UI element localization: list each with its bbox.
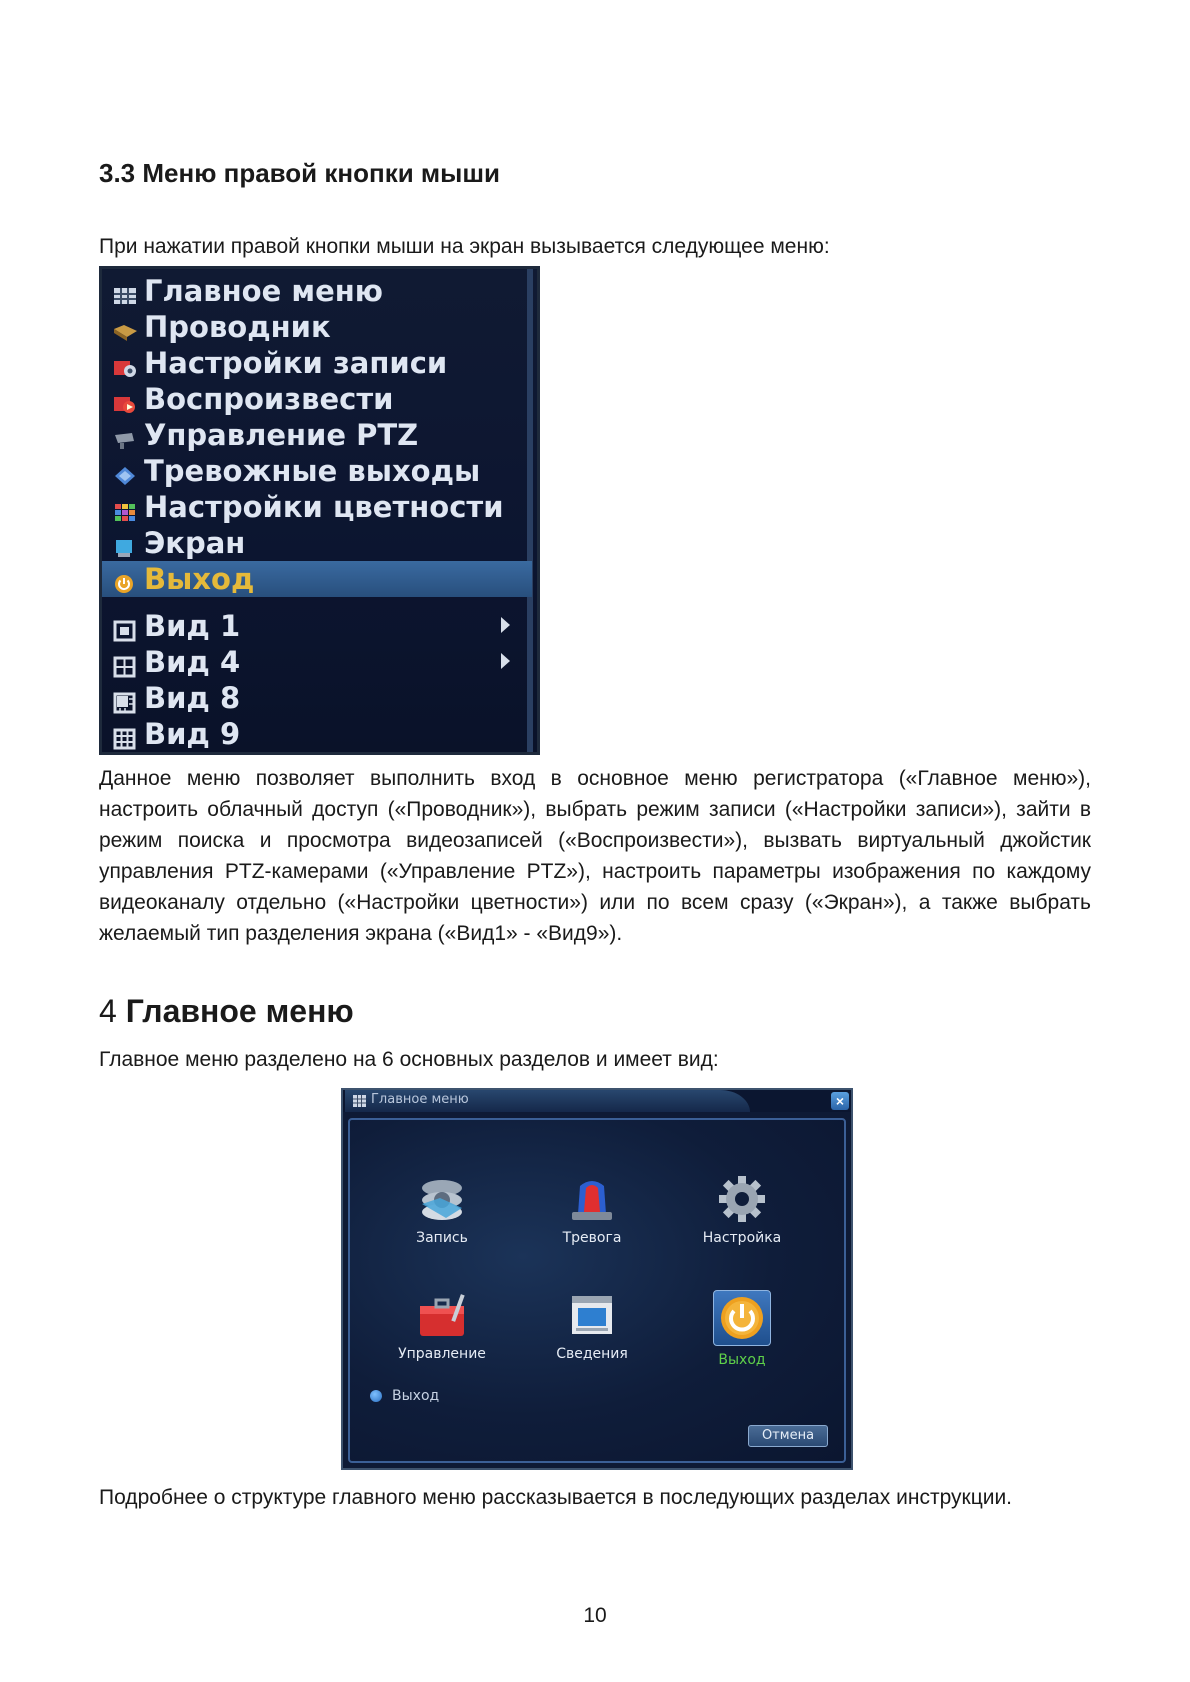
folder-icon — [112, 316, 138, 338]
ctx-item-label: Тревожные выходы — [144, 454, 481, 488]
status-hint — [370, 1388, 439, 1404]
ctx-item-label: Управление PTZ — [144, 418, 419, 452]
ctx-item-alarm-outputs[interactable] — [102, 453, 532, 489]
ctx-item-label: Настройки цветности — [144, 490, 504, 524]
ctx-item-exit[interactable] — [102, 561, 532, 597]
menu-item-alarm[interactable] — [527, 1174, 657, 1246]
status-hint-text: Выход — [392, 1388, 440, 1404]
view-9-icon — [112, 723, 138, 745]
ctx-item-label: Выход — [144, 562, 255, 596]
main-menu-screenshot — [341, 1088, 853, 1470]
grid-menu-icon — [112, 280, 138, 302]
ctx-item-view-8[interactable] — [102, 680, 532, 716]
menu-item-label: Выход — [718, 1352, 766, 1368]
submenu-arrow-icon — [501, 653, 510, 669]
info-dot-icon — [370, 1390, 382, 1402]
chapter-number: 4 — [99, 993, 117, 1029]
ctx-item-view-4[interactable] — [102, 644, 532, 680]
ctx-item-screen[interactable] — [102, 525, 532, 561]
ctx-item-label: Вид 9 — [144, 717, 241, 751]
record-reel-icon — [416, 1174, 468, 1224]
chapter-title-text: Главное меню — [125, 993, 354, 1029]
chapter-title — [99, 993, 354, 1030]
window-title: Главное меню — [371, 1092, 469, 1107]
grid-menu-icon — [353, 1095, 366, 1107]
submenu-arrow-icon — [501, 617, 510, 633]
menu-item-label: Управление — [398, 1346, 486, 1362]
playback-icon — [112, 388, 138, 410]
ctx-item-label: Главное меню — [144, 274, 383, 308]
chapter-intro: Главное меню разделено на 6 основных разделов и имеет вид: — [99, 1048, 719, 1071]
page-number: 10 — [583, 1604, 607, 1627]
view-4-icon — [112, 651, 138, 673]
menu-item-label: Сведения — [556, 1346, 628, 1362]
section-title: 3.3 Меню правой кнопки мыши — [99, 158, 501, 188]
cancel-button[interactable]: Отмена — [748, 1425, 828, 1447]
menu-item-label: Настройка — [702, 1230, 782, 1246]
menu-item-label: Запись — [416, 1230, 468, 1246]
menu-item-settings[interactable] — [677, 1174, 807, 1246]
ctx-item-ptz[interactable] — [102, 417, 532, 453]
context-menu-screenshot — [99, 266, 540, 755]
section-intro: При нажатии правой кнопки мыши на экран вызывается следующее меню: — [99, 235, 830, 258]
info-window-icon — [566, 1290, 618, 1340]
main-menu-panel — [348, 1118, 846, 1463]
close-button[interactable]: × — [831, 1092, 849, 1110]
menu-item-record[interactable] — [377, 1174, 507, 1246]
menu-item-label: Тревога — [562, 1230, 622, 1246]
ctx-item-label: Настройки записи — [144, 346, 448, 380]
view-1-icon — [112, 615, 138, 637]
ctx-item-label: Воспроизвести — [144, 382, 394, 416]
power-icon — [112, 568, 138, 590]
ctx-item-explorer[interactable] — [102, 309, 532, 345]
screen-icon — [112, 532, 138, 554]
ctx-item-label: Вид 8 — [144, 681, 241, 715]
menu-item-info[interactable] — [527, 1290, 657, 1362]
alarm-output-icon — [112, 460, 138, 482]
chapter-outro: Подробнее о структуре главного меню рассказывается в последующих разделах инструкции. — [99, 1486, 1013, 1509]
ctx-item-main-menu[interactable] — [102, 273, 532, 309]
menu-item-management[interactable] — [377, 1290, 507, 1362]
section-description: Данное меню позволяет выполнить вход в основное меню регистратора («Главное меню»), настроить облачный доступ («Проводник»), выбрать режим записи («Настройки записи»), зайти в режим поиска и просмотра видеозаписей («Воспроизвести»), вызвать виртуальный джойстик управления PTZ-камерами («Управление PTZ»), настроить параметры изображения по каждому видеоканалу отдельно («Настройки цветности») или по всем сразу («Экран»), а также выбрать желаемый тип разделения экрана («Вид1» - «Вид9»). — [99, 767, 1091, 945]
menu-item-exit[interactable] — [677, 1290, 807, 1368]
record-settings-icon — [112, 352, 138, 374]
ctx-item-color-settings[interactable] — [102, 489, 532, 525]
ctx-item-label: Экран — [144, 526, 246, 560]
ctx-item-label: Вид 4 — [144, 645, 241, 679]
toolbox-icon — [416, 1290, 468, 1340]
ctx-item-view-9[interactable] — [102, 716, 532, 752]
alarm-siren-icon — [566, 1174, 618, 1224]
color-settings-icon — [112, 496, 138, 518]
ctx-item-playback[interactable] — [102, 381, 532, 417]
ctx-item-label: Проводник — [144, 310, 331, 344]
power-icon — [713, 1290, 771, 1346]
gear-icon — [716, 1174, 768, 1224]
ptz-camera-icon — [112, 424, 138, 446]
view-8-icon — [112, 687, 138, 709]
ctx-item-view-1[interactable] — [102, 608, 532, 644]
ctx-item-record-settings[interactable] — [102, 345, 532, 381]
ctx-item-label: Вид 1 — [144, 609, 241, 643]
